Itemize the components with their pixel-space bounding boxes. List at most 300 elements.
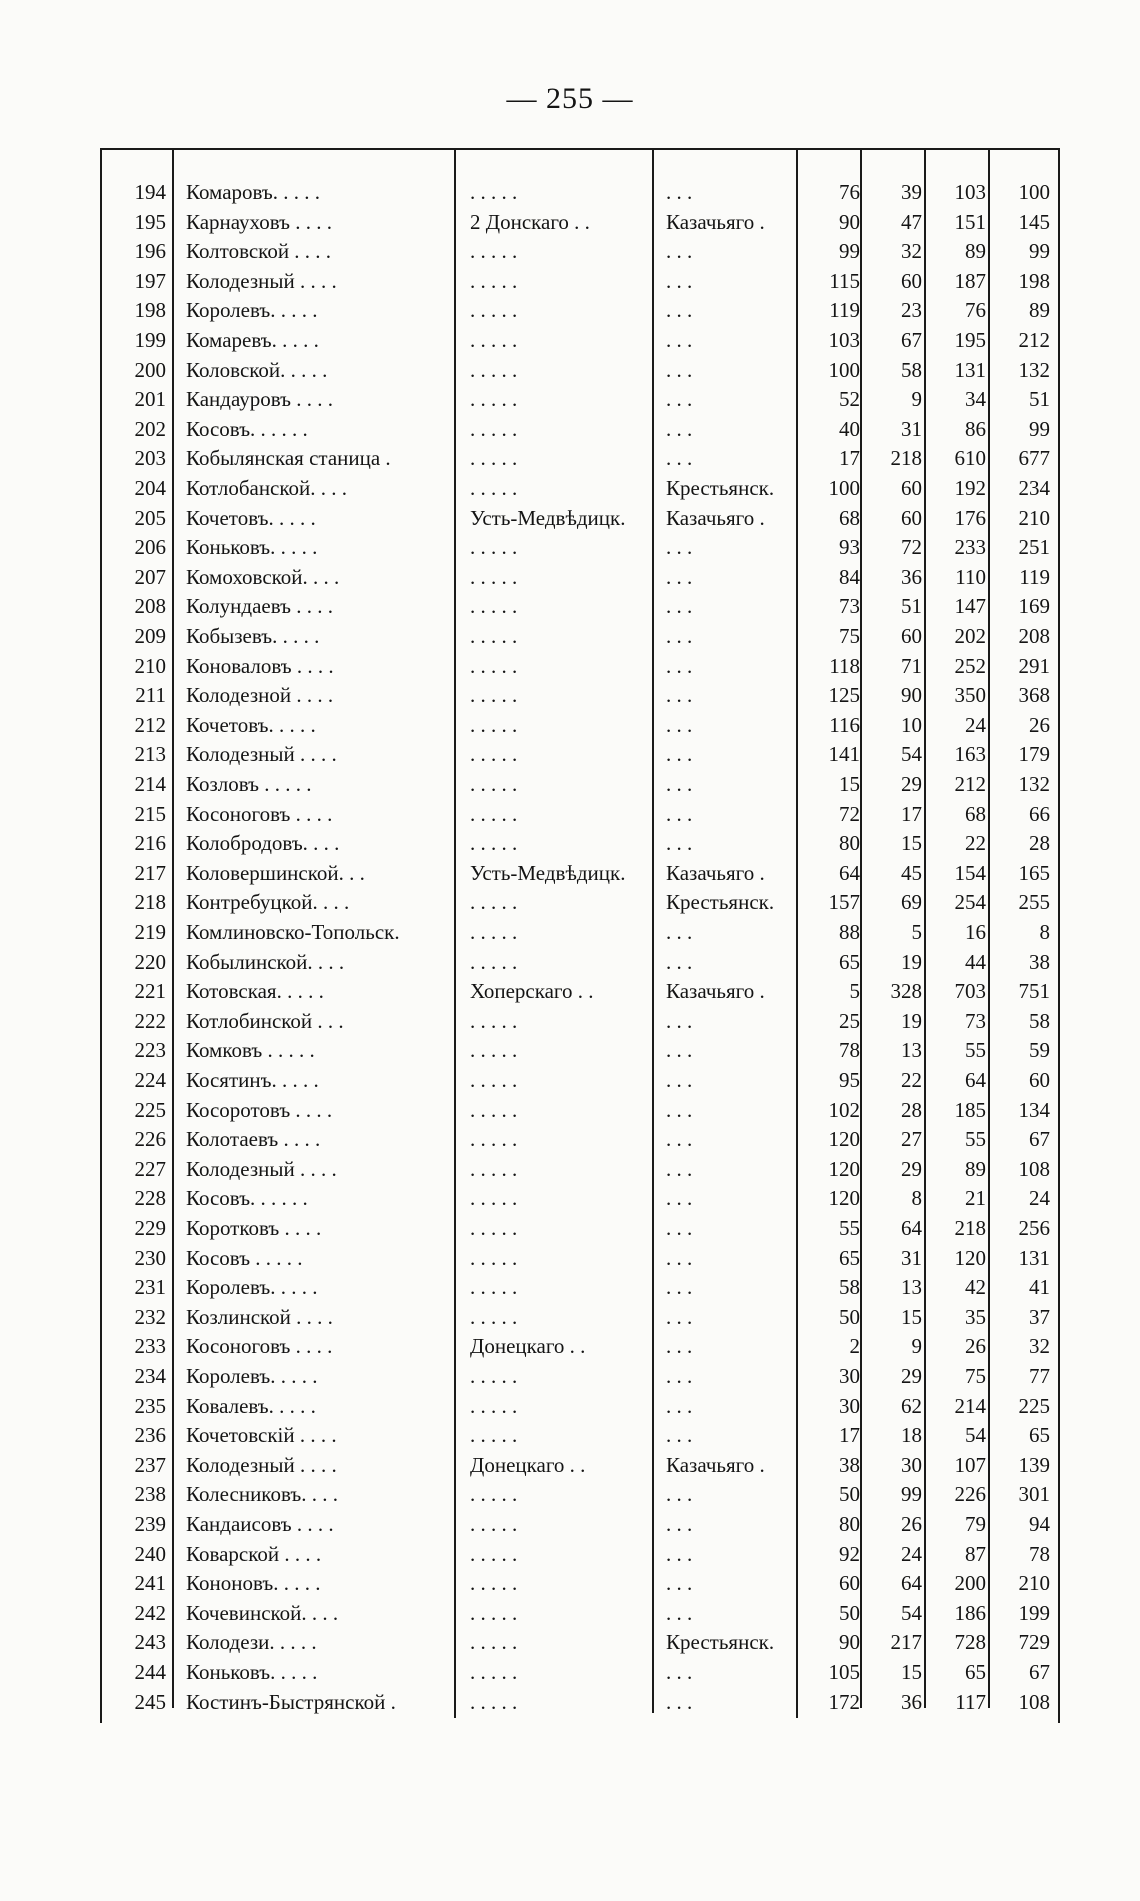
table-row [100, 356, 1060, 386]
value-col-3: 200 [954, 1571, 986, 1596]
value-col-4: 212 [1018, 328, 1050, 352]
value-col-1: 73 [839, 594, 860, 619]
value-col-2: 45 [901, 860, 922, 885]
value-col-2: 64 [901, 1571, 922, 1596]
value-col-3: 75 [965, 1364, 986, 1388]
value-col-4: 67 [1029, 1127, 1050, 1152]
value-col-2: 32 [901, 239, 922, 264]
value-col-2: 51 [901, 594, 922, 619]
row-number: 223 [134, 1038, 166, 1063]
value-col-1: 30 [839, 1364, 860, 1388]
value-col-3: 103 [954, 180, 986, 204]
district: . . . . . [470, 1689, 518, 1714]
value-col-3: 163 [954, 742, 986, 767]
estate-type: . . . [666, 801, 693, 826]
value-col-4: 99 [1029, 416, 1050, 441]
settlement-name: Колодезный . . . . [186, 268, 337, 293]
value-col-4: 210 [1018, 1571, 1050, 1596]
settlement-name: Косоротовъ . . . . [186, 1097, 333, 1122]
value-col-3: 350 [954, 683, 986, 708]
estate-type: . . . [666, 1008, 693, 1033]
estate-type: . . . [666, 1600, 693, 1625]
value-col-1: 15 [839, 772, 860, 796]
value-col-1: 103 [828, 328, 860, 352]
value-col-1: 50 [839, 1600, 860, 1625]
value-col-3: 76 [965, 298, 986, 323]
value-col-4: 60 [1029, 1068, 1050, 1092]
district: . . . . . [470, 564, 518, 589]
table-row [100, 711, 1060, 741]
value-col-2: 71 [901, 653, 922, 678]
value-col-4: 58 [1029, 1008, 1050, 1033]
estate-type: . . . [666, 1423, 693, 1448]
estate-type: . . . [666, 742, 693, 767]
table-row [100, 1362, 1060, 1392]
value-col-4: 225 [1018, 1393, 1050, 1418]
row-number: 231 [134, 1275, 166, 1300]
settlement-name: Косовъ . . . . . [186, 1245, 303, 1270]
settlement-name: Козлинской . . . . [186, 1304, 333, 1329]
table-row [100, 1392, 1060, 1422]
table-row [100, 1273, 1060, 1303]
table-row [100, 1688, 1060, 1718]
value-col-3: 73 [965, 1008, 986, 1033]
table-row [100, 1540, 1060, 1570]
value-col-2: 72 [901, 535, 922, 560]
value-col-1: 115 [829, 268, 860, 293]
row-number: 194 [134, 180, 166, 204]
row-number: 241 [134, 1571, 166, 1596]
district: . . . . . [470, 1275, 518, 1300]
district: . . . . . [470, 1630, 518, 1655]
value-col-2: 22 [901, 1068, 922, 1092]
settlement-name: Ковалевъ. . . . . [186, 1393, 316, 1418]
table-row [100, 977, 1060, 1007]
value-col-2: 9 [911, 1334, 922, 1359]
value-col-4: 67 [1029, 1660, 1050, 1684]
value-col-3: 728 [954, 1630, 986, 1655]
value-col-2: 9 [911, 387, 922, 412]
table-row [100, 1658, 1060, 1688]
value-col-1: 2 [849, 1334, 860, 1359]
estate-type: . . . [666, 1334, 693, 1359]
value-col-2: 39 [901, 180, 922, 204]
value-col-2: 54 [901, 742, 922, 767]
settlement-name: Королевъ. . . . . [186, 298, 318, 323]
value-col-3: 186 [954, 1600, 986, 1625]
value-col-1: 100 [828, 357, 860, 382]
estate-type: . . . [666, 624, 693, 648]
estate-type: . . . [666, 268, 693, 293]
table-row [100, 1303, 1060, 1333]
row-number: 233 [134, 1334, 166, 1359]
district: . . . . . [470, 239, 518, 264]
value-col-2: 17 [901, 801, 922, 826]
value-col-3: 120 [954, 1245, 986, 1270]
value-col-4: 131 [1018, 1245, 1050, 1270]
estate-type: . . . [666, 1068, 693, 1092]
value-col-3: 24 [965, 712, 986, 737]
district: . . . . . [470, 1423, 518, 1448]
settlement-name: Коньковъ. . . . . [186, 535, 318, 560]
row-number: 228 [134, 1186, 166, 1211]
table-row [100, 178, 1060, 208]
value-col-4: 119 [1019, 564, 1050, 589]
settlement-name: Колодези. . . . . [186, 1630, 317, 1655]
settlement-name: Кобызевъ. . . . . [186, 624, 320, 648]
settlement-name: Коньковъ. . . . . [186, 1660, 318, 1684]
value-col-1: 75 [839, 624, 860, 648]
value-col-1: 17 [839, 446, 860, 471]
value-col-4: 208 [1018, 624, 1050, 648]
value-col-1: 118 [829, 653, 860, 678]
value-col-4: 210 [1018, 505, 1050, 530]
district: . . . . . [470, 1600, 518, 1625]
table-row [100, 1421, 1060, 1451]
value-col-1: 95 [839, 1068, 860, 1092]
district: . . . . . [470, 1541, 518, 1566]
row-number: 195 [134, 209, 166, 234]
value-col-1: 50 [839, 1482, 860, 1507]
district: Донецкаго . . [470, 1334, 586, 1359]
value-col-3: 192 [954, 476, 986, 500]
row-number: 220 [134, 949, 166, 974]
value-col-3: 64 [965, 1068, 986, 1092]
row-number: 207 [134, 564, 166, 589]
table-row [100, 1007, 1060, 1037]
table-row [100, 622, 1060, 652]
estate-type: . . . [666, 594, 693, 619]
table-row [100, 948, 1060, 978]
value-col-3: 233 [954, 535, 986, 560]
value-col-1: 102 [828, 1097, 860, 1122]
table-row [100, 681, 1060, 711]
district: . . . . . [470, 357, 518, 382]
settlement-name: Коловской. . . . . [186, 357, 328, 382]
row-number: 243 [134, 1630, 166, 1655]
settlement-name: Комоховской. . . . [186, 564, 340, 589]
settlement-name: Косятинъ. . . . . [186, 1068, 319, 1092]
row-number: 227 [134, 1156, 166, 1181]
district: . . . . . [470, 920, 518, 944]
estate-type: . . . [666, 298, 693, 323]
value-col-1: 90 [839, 209, 860, 234]
row-number: 210 [134, 653, 166, 678]
row-number: 196 [134, 239, 166, 264]
value-col-4: 99 [1029, 239, 1050, 264]
row-number: 234 [134, 1364, 166, 1388]
value-col-3: 147 [954, 594, 986, 619]
estate-type: . . . [666, 712, 693, 737]
estate-type: . . . [666, 1571, 693, 1596]
value-col-4: 677 [1018, 446, 1050, 471]
district: . . . . . [470, 742, 518, 767]
value-col-1: 120 [828, 1156, 860, 1181]
row-number: 218 [134, 890, 166, 915]
row-number: 232 [134, 1304, 166, 1329]
settlement-name: Косоноговъ . . . . [186, 1334, 333, 1359]
table-row [100, 1480, 1060, 1510]
value-col-1: 17 [839, 1423, 860, 1448]
settlement-name: Колодезный . . . . [186, 1156, 337, 1181]
row-number: 236 [134, 1423, 166, 1448]
value-col-1: 38 [839, 1452, 860, 1477]
value-col-2: 60 [901, 624, 922, 648]
estate-type: . . . [666, 772, 693, 796]
row-number: 245 [134, 1689, 166, 1714]
settlement-name: Комлиновско-Топольск. [186, 920, 400, 944]
district: . . . . . [470, 772, 518, 796]
value-col-4: 301 [1018, 1482, 1050, 1507]
row-number: 242 [134, 1600, 166, 1625]
value-col-3: 107 [954, 1452, 986, 1477]
settlement-name: Кочетовскій . . . . [186, 1423, 337, 1448]
value-col-3: 34 [965, 387, 986, 412]
value-col-3: 68 [965, 801, 986, 826]
value-col-3: 54 [965, 1423, 986, 1448]
settlement-name: Кобылянская станица . [186, 446, 391, 471]
row-number: 215 [134, 801, 166, 826]
value-col-2: 19 [901, 1008, 922, 1033]
value-col-2: 328 [890, 979, 922, 1004]
district: . . . . . [470, 1393, 518, 1418]
table-row [100, 385, 1060, 415]
row-number: 240 [134, 1541, 166, 1566]
value-col-1: 141 [828, 742, 860, 767]
value-col-2: 10 [901, 712, 922, 737]
value-col-1: 65 [839, 1245, 860, 1270]
district: . . . . . [470, 1482, 518, 1507]
table-row [100, 800, 1060, 830]
value-col-1: 93 [839, 535, 860, 560]
row-number: 204 [134, 476, 166, 500]
estate-type: . . . [666, 1660, 693, 1684]
settlement-name: Кононовъ. . . . . [186, 1571, 321, 1596]
value-col-3: 79 [965, 1512, 986, 1536]
value-col-1: 125 [828, 683, 860, 708]
value-col-4: 38 [1029, 949, 1050, 974]
value-col-3: 21 [965, 1186, 986, 1211]
row-number: 237 [134, 1452, 166, 1477]
district: Хоперскаго . . [470, 979, 594, 1004]
value-col-3: 55 [965, 1038, 986, 1063]
estate-type: . . . [666, 1156, 693, 1181]
district: . . . . . [470, 416, 518, 441]
settlement-name: Комковъ . . . . . [186, 1038, 315, 1063]
value-col-2: 31 [901, 1245, 922, 1270]
estate-type: . . . [666, 1038, 693, 1063]
value-col-4: 59 [1029, 1038, 1050, 1063]
value-col-4: 89 [1029, 298, 1050, 323]
table-row [100, 326, 1060, 356]
district: . . . . . [470, 328, 518, 352]
value-col-2: 99 [901, 1482, 922, 1507]
settlement-name: Комаровъ. . . . . [186, 180, 321, 204]
row-number: 217 [134, 860, 166, 885]
value-col-2: 60 [901, 476, 922, 500]
value-col-2: 58 [901, 357, 922, 382]
row-number: 208 [134, 594, 166, 619]
value-col-3: 117 [955, 1689, 986, 1714]
district: . . . . . [470, 594, 518, 619]
estate-type: . . . [666, 357, 693, 382]
value-col-1: 99 [839, 239, 860, 264]
district: . . . . . [470, 1660, 518, 1684]
value-col-4: 66 [1029, 801, 1050, 826]
value-col-3: 89 [965, 1156, 986, 1181]
value-col-4: 729 [1018, 1630, 1050, 1655]
table-row [100, 1125, 1060, 1155]
settlement-name: Костинъ-Быстрянской . [186, 1689, 396, 1714]
row-number: 230 [134, 1245, 166, 1270]
value-col-2: 26 [901, 1512, 922, 1536]
settlement-name: Кочевинской. . . . [186, 1600, 339, 1625]
value-col-3: 218 [954, 1216, 986, 1240]
value-col-4: 368 [1018, 683, 1050, 708]
register-table [100, 148, 1060, 1723]
value-col-4: 139 [1018, 1452, 1050, 1477]
row-number: 211 [135, 683, 166, 708]
estate-type: . . . [666, 535, 693, 560]
value-col-3: 610 [954, 446, 986, 471]
value-col-1: 120 [828, 1127, 860, 1152]
estate-type: Казачьяго . [666, 979, 765, 1004]
value-col-1: 80 [839, 831, 860, 856]
settlement-name: Колесниковъ. . . . [186, 1482, 338, 1507]
district: . . . . . [470, 624, 518, 648]
value-col-2: 28 [901, 1097, 922, 1122]
value-col-2: 218 [890, 446, 922, 471]
estate-type: . . . [666, 1364, 693, 1388]
value-col-2: 15 [901, 1304, 922, 1329]
table-row [100, 563, 1060, 593]
value-col-4: 751 [1018, 979, 1050, 1004]
row-number: 238 [134, 1482, 166, 1507]
estate-type: . . . [666, 180, 693, 204]
row-number: 214 [134, 772, 166, 796]
value-col-1: 55 [839, 1216, 860, 1240]
row-number: 212 [134, 712, 166, 737]
value-col-4: 100 [1018, 180, 1050, 204]
row-number: 229 [134, 1216, 166, 1240]
value-col-4: 132 [1018, 772, 1050, 796]
value-col-2: 24 [901, 1541, 922, 1566]
estate-type: Казачьяго . [666, 860, 765, 885]
district: . . . . . [470, 949, 518, 974]
table-row [100, 1332, 1060, 1362]
value-col-1: 64 [839, 860, 860, 885]
district: . . . . . [470, 387, 518, 412]
value-col-1: 25 [839, 1008, 860, 1033]
table-row [100, 652, 1060, 682]
value-col-4: 255 [1018, 890, 1050, 915]
district: . . . . . [470, 446, 518, 471]
value-col-4: 179 [1018, 742, 1050, 767]
row-number: 209 [134, 624, 166, 648]
row-number: 235 [134, 1393, 166, 1418]
estate-type: . . . [666, 949, 693, 974]
settlement-name: Коловершинской. . . [186, 860, 365, 885]
value-col-2: 13 [901, 1038, 922, 1063]
value-col-3: 254 [954, 890, 986, 915]
settlement-name: Котлобанской. . . . [186, 476, 348, 500]
settlement-name: Колобродовъ. . . . [186, 831, 340, 856]
value-col-3: 226 [954, 1482, 986, 1507]
value-col-4: 199 [1018, 1600, 1050, 1625]
table-row [100, 1036, 1060, 1066]
row-number: 239 [134, 1512, 166, 1536]
district: . . . . . [470, 1127, 518, 1152]
table-row [100, 1569, 1060, 1599]
value-col-1: 80 [839, 1512, 860, 1536]
settlement-name: Котлобинской . . . [186, 1008, 344, 1033]
estate-type: . . . [666, 1245, 693, 1270]
estate-type: . . . [666, 239, 693, 264]
estate-type: . . . [666, 831, 693, 856]
value-col-3: 44 [965, 949, 986, 974]
table-row [100, 267, 1060, 297]
value-col-1: 120 [828, 1186, 860, 1211]
settlement-name: Колтовской . . . . [186, 239, 332, 264]
estate-type: Казачьяго . [666, 1452, 765, 1477]
value-col-3: 176 [954, 505, 986, 530]
row-number: 216 [134, 831, 166, 856]
estate-type: Крестьянск. [666, 890, 775, 915]
value-col-2: 30 [901, 1452, 922, 1477]
value-col-1: 100 [828, 476, 860, 500]
estate-type: Крестьянск. [666, 476, 775, 500]
value-col-1: 60 [839, 1571, 860, 1596]
value-col-1: 90 [839, 1630, 860, 1655]
value-col-1: 172 [828, 1689, 860, 1714]
settlement-name: Котовская. . . . . [186, 979, 324, 1004]
value-col-1: 105 [828, 1660, 860, 1684]
settlement-name: Колундаевъ . . . . [186, 594, 333, 619]
value-col-1: 78 [839, 1038, 860, 1063]
value-col-2: 31 [901, 416, 922, 441]
value-col-1: 116 [829, 712, 860, 737]
value-col-2: 13 [901, 1275, 922, 1300]
district: . . . . . [470, 268, 518, 293]
settlement-name: Косовъ. . . . . . [186, 1186, 308, 1211]
value-col-3: 154 [954, 860, 986, 885]
value-col-2: 90 [901, 683, 922, 708]
value-col-4: 24 [1029, 1186, 1050, 1211]
value-col-4: 108 [1018, 1689, 1050, 1714]
table-row [100, 1184, 1060, 1214]
value-col-4: 32 [1029, 1334, 1050, 1359]
district: . . . . . [470, 1068, 518, 1092]
value-col-4: 251 [1018, 535, 1050, 560]
estate-type: . . . [666, 1393, 693, 1418]
settlement-name: Колодезной . . . . [186, 683, 334, 708]
district: . . . . . [470, 831, 518, 856]
value-col-4: 65 [1029, 1423, 1050, 1448]
value-col-2: 64 [901, 1216, 922, 1240]
value-col-4: 234 [1018, 476, 1050, 500]
settlement-name: Козловъ . . . . . [186, 772, 312, 796]
value-col-1: 88 [839, 920, 860, 944]
value-col-3: 89 [965, 239, 986, 264]
table-row [100, 237, 1060, 267]
value-col-1: 84 [839, 564, 860, 589]
district: . . . . . [470, 1364, 518, 1388]
district: . . . . . [470, 298, 518, 323]
table-row [100, 504, 1060, 534]
table-row [100, 1096, 1060, 1126]
table-row [100, 1599, 1060, 1629]
value-col-3: 16 [965, 920, 986, 944]
